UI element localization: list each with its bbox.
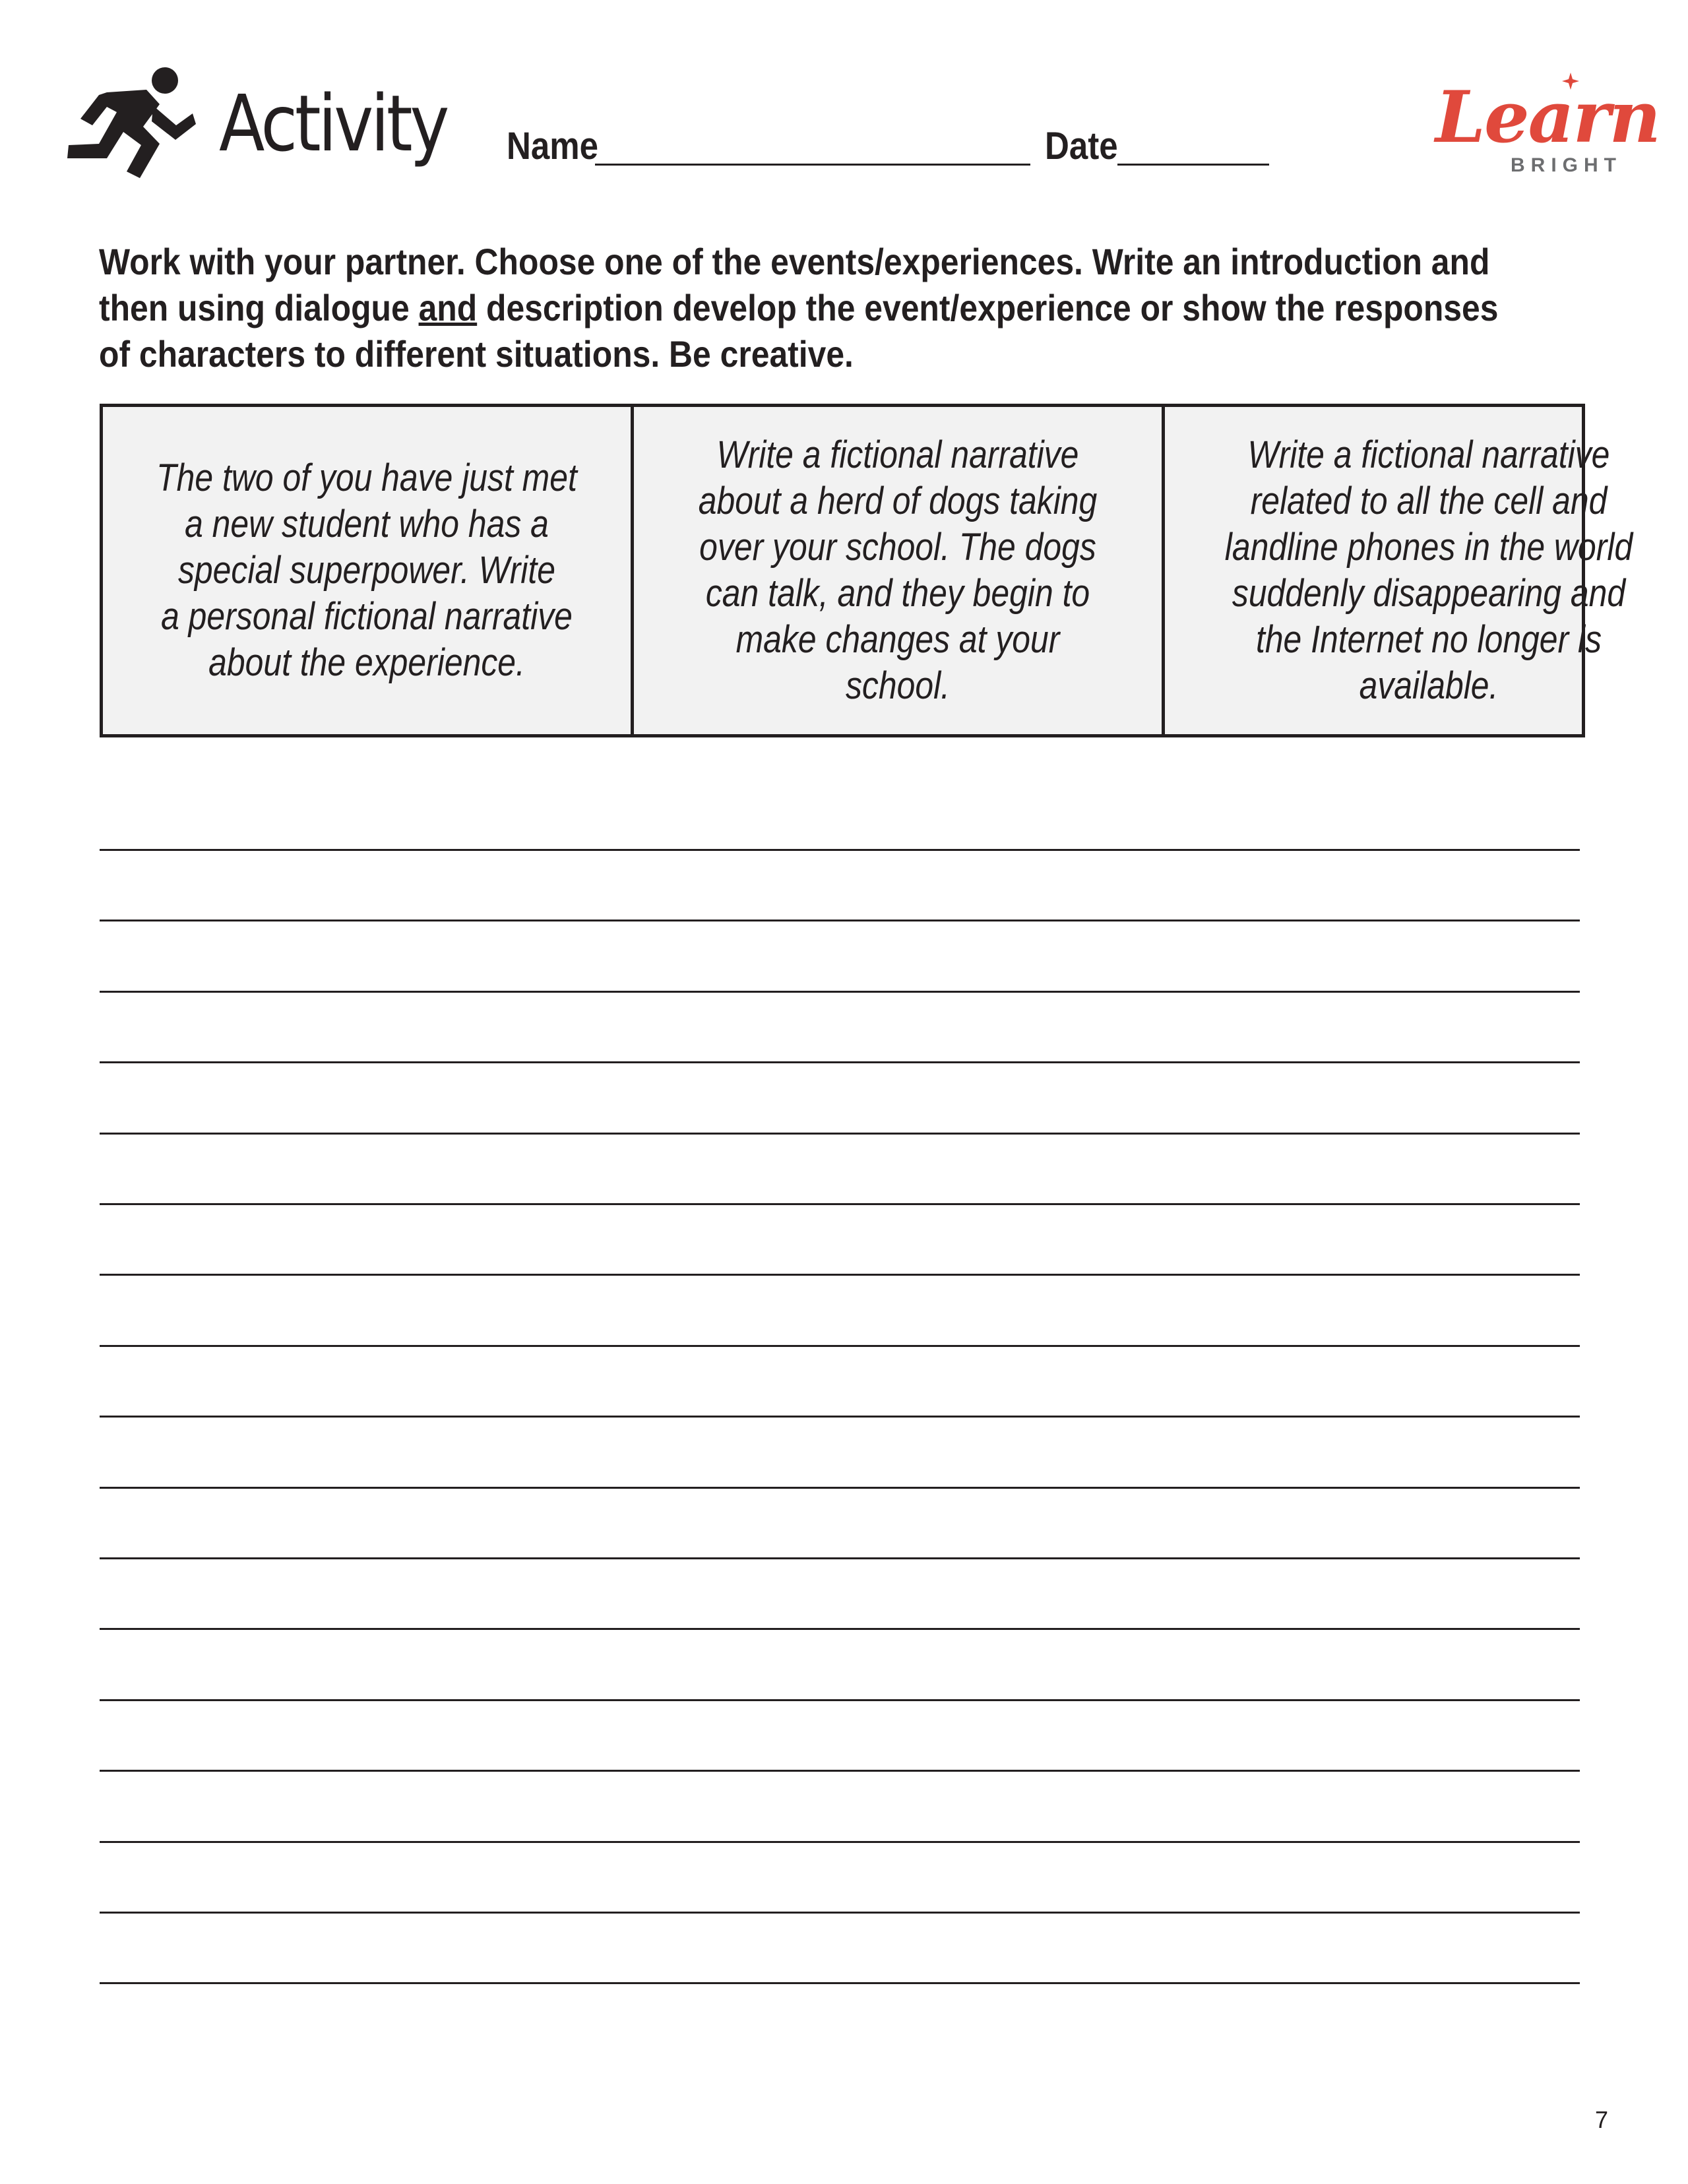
writing-line[interactable] (100, 1557, 1580, 1559)
prompt-text: The two of you have just met a new student who has a special superpower. Write a personal fictional narrative about the experience. (156, 456, 577, 684)
logo-subword: BRIGHT (1511, 154, 1622, 176)
prompt-text: Write a fictional narrative related to all the cell and landline phones in the world suddenly disappearing and the Internet no longer is available. (1224, 433, 1633, 707)
prompt-table (100, 404, 1633, 737)
writing-line[interactable] (100, 1628, 1580, 1630)
writing-line[interactable] (100, 1203, 1580, 1205)
instructions-underlined: and (418, 287, 478, 328)
learn-bright-logo (1431, 76, 1660, 183)
writing-line[interactable] (100, 1912, 1580, 1914)
instructions-part-2: description develop the event/experience or show the responses of characters to different situations. Be creative. (99, 287, 1499, 375)
writing-line[interactable] (100, 1061, 1580, 1063)
writing-line[interactable] (100, 1487, 1580, 1489)
name-label: Name (507, 125, 599, 168)
instructions (99, 239, 1508, 377)
writing-line[interactable] (100, 1274, 1580, 1276)
writing-line[interactable] (100, 849, 1580, 851)
writing-line[interactable] (100, 1699, 1580, 1701)
writing-line[interactable] (100, 1841, 1580, 1843)
prompt-text: Write a fictional narrative about a herd of dogs taking over your school. The dogs can talk, and they begin to make changes at your school. (698, 433, 1098, 707)
writing-line[interactable] (100, 1416, 1580, 1418)
instructions-part-1: Work with your partner. Choose one of the events/experiences. Write an introduction and then using dialogue (99, 241, 1490, 328)
page-title: Activity (219, 78, 447, 169)
prompt-cell-2 (634, 407, 1165, 734)
logo-word: Learn (1435, 76, 1660, 159)
name-field[interactable] (595, 164, 1030, 166)
writing-line[interactable] (100, 1770, 1580, 1772)
running-person-icon (61, 66, 196, 185)
prompt-cell-3 (1165, 407, 1688, 734)
date-field[interactable] (1117, 164, 1269, 166)
writing-line[interactable] (100, 1133, 1580, 1135)
writing-line[interactable] (100, 991, 1580, 993)
writing-line[interactable] (100, 1345, 1580, 1347)
writing-line[interactable] (100, 920, 1580, 921)
writing-line[interactable] (100, 1982, 1580, 1984)
prompt-cell-1 (103, 407, 634, 734)
page-number: 7 (1595, 2106, 1609, 2133)
date-label: Date (1045, 125, 1118, 168)
